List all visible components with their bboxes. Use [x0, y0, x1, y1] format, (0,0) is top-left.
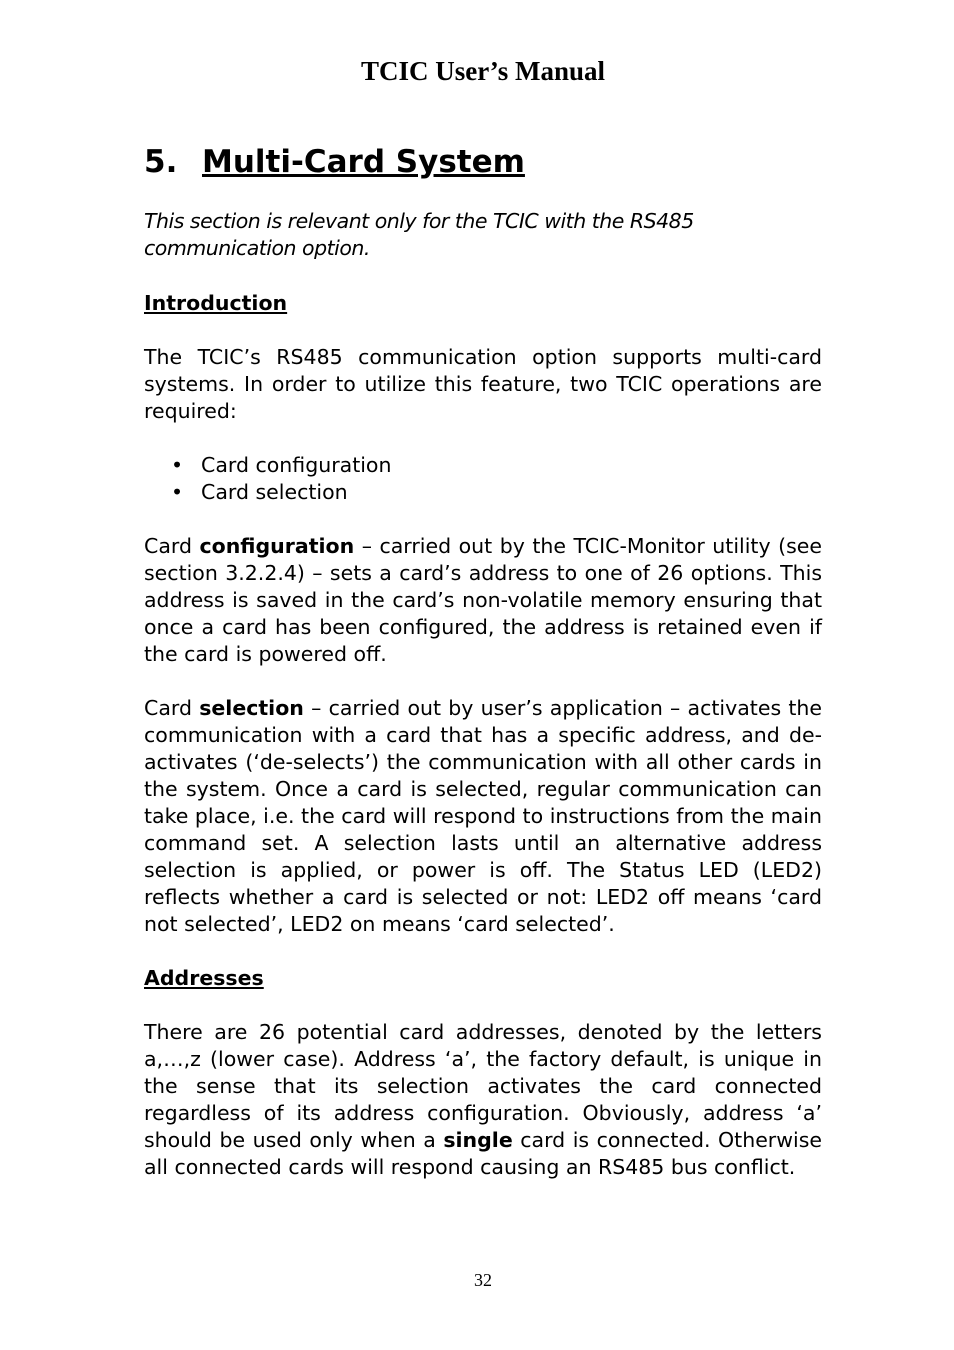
bullet-icon: •: [171, 453, 184, 477]
scope-note: This section is relevant only for the TCIC with the RS485 communication option.: [144, 209, 694, 260]
section-heading-addresses: Addresses: [144, 966, 264, 990]
configuration-lead: Card: [144, 534, 200, 558]
addresses-emphasis: single: [443, 1128, 513, 1152]
page-number: 32: [474, 1270, 492, 1290]
page-content: [144, 140, 822, 1208]
addresses-text-after: card is connected. Otherwise all connected cards will respond causing an RS485 bus conflict.: [144, 1128, 822, 1179]
list-item: [144, 452, 822, 479]
running-header: TCIC User’s Manual: [361, 56, 605, 86]
list-item: [144, 479, 822, 506]
selection-paragraph: [144, 695, 822, 938]
configuration-text: – carried out by the TCIC-Monitor utility (see section 3.2.2.4) – sets a card’s address to one of 26 options. This address is saved in the card’s non-volatile memory ensuring that once a card has been configured, the address is retained even if the card is powered off.: [144, 534, 822, 666]
selection-term: selection: [199, 696, 304, 720]
addresses-text-before: There are 26 potential card addresses, denoted by the letters a,…,z (lower case). Address ‘a’, the factory default, is unique in the sense that its selection activates the card connected regardless of its address configuration. Obviously, address ‘a’ should be used only when a: [144, 1020, 822, 1152]
list-item-text: Card configuration: [201, 453, 392, 477]
chapter-number: 5.: [144, 144, 178, 180]
configuration-paragraph: [144, 533, 822, 668]
addresses-paragraph: [144, 1019, 822, 1181]
selection-text: – carried out by user’s application – activates the communication with a card that has a specific address, and de-activates (‘de-selects’) the communication with all other cards in the system. Once a card is selected, regular communication can take place, i.e. the card will respond to instructions from the main command set. A selection lasts until an alternative address selection is applied, or power is off. The Status LED (LED2) reflects whether a card is selected or not: LED2 off means ‘card not selected’, LED2 on means ‘card selected’.: [144, 696, 822, 936]
operations-list: [144, 452, 822, 506]
section-heading-introduction: Introduction: [144, 291, 288, 315]
configuration-term: configuration: [199, 534, 355, 558]
list-item-text: Card selection: [201, 480, 348, 504]
selection-lead: Card: [144, 696, 200, 720]
chapter-title: [144, 140, 822, 184]
bullet-icon: •: [171, 480, 184, 504]
chapter-title-text: Multi-Card System: [202, 144, 525, 180]
introduction-paragraph: The TCIC’s RS485 communication option supports multi-card systems. In order to utilize this feature, two TCIC operations are required:: [144, 345, 822, 423]
